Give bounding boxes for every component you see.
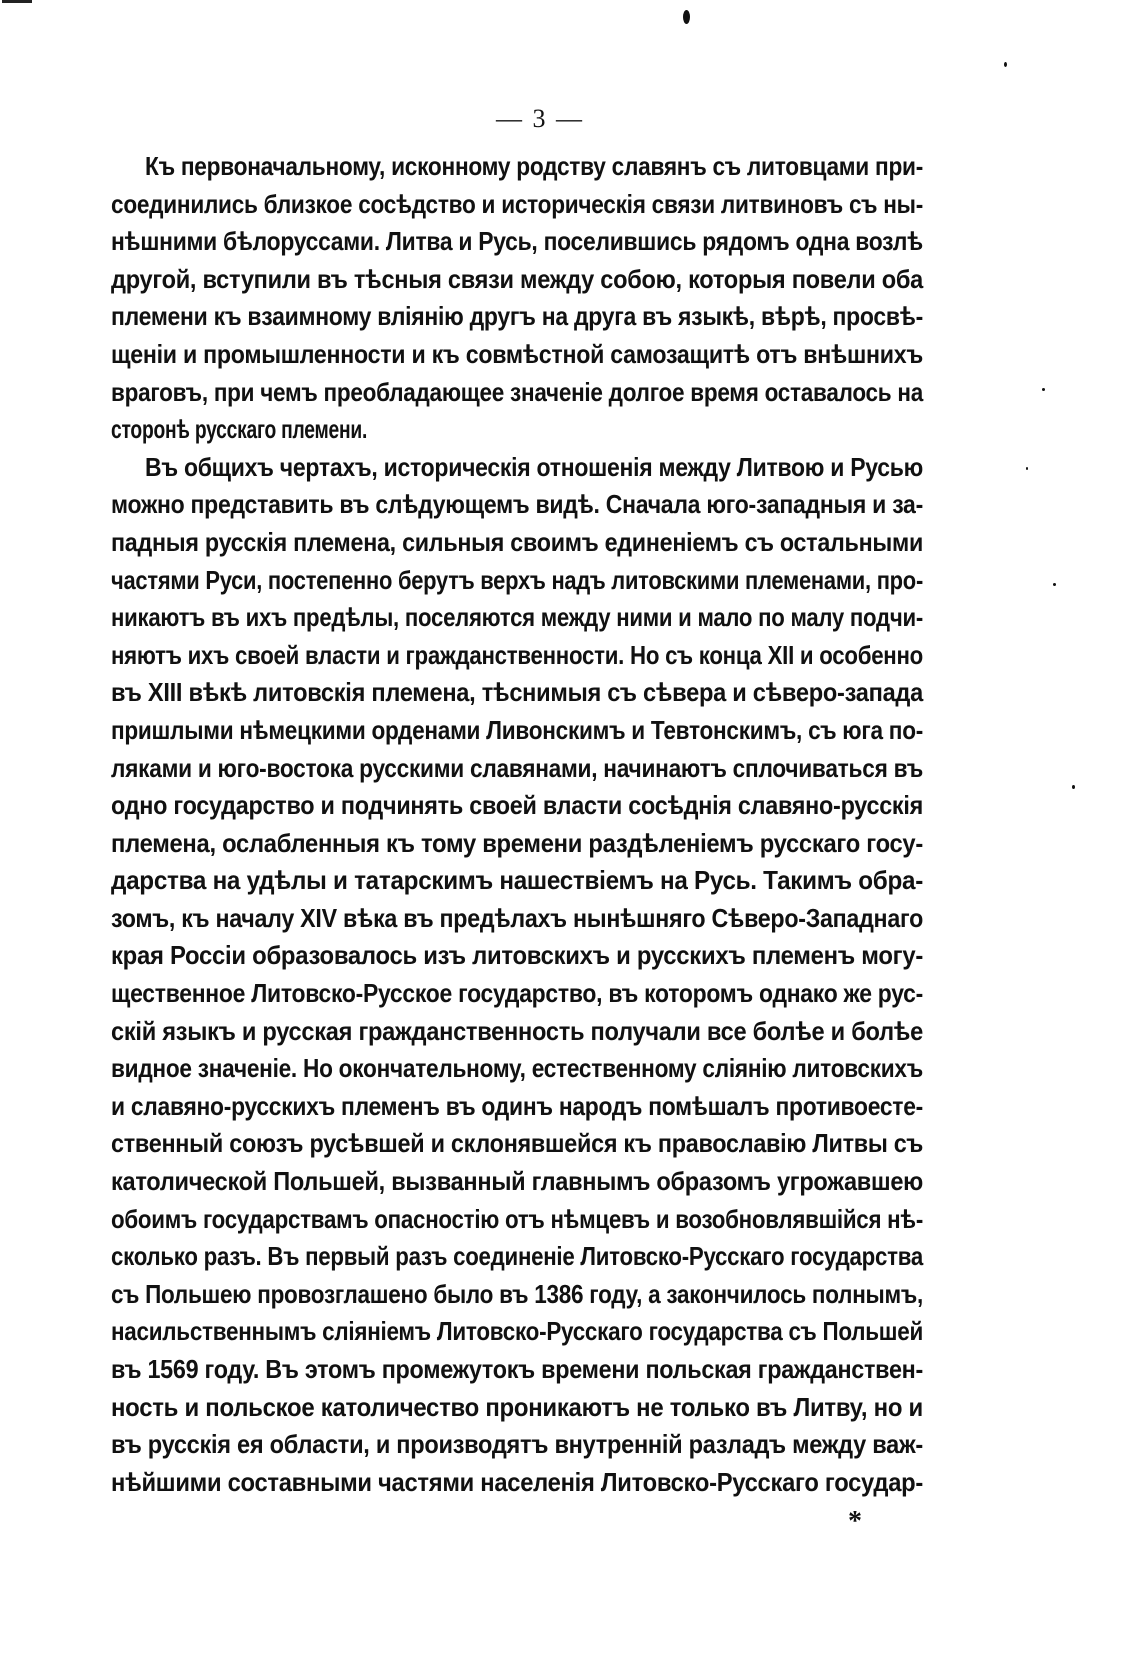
page-number: — 3 —	[496, 104, 584, 133]
paragraph-first-line	[111, 449, 923, 487]
line-text: съ Польшею провозглашено было въ 1386 году, а закончилось полнымъ,	[111, 1278, 923, 1309]
line-text: обоимъ государствамъ опасностію отъ нѣмцевъ и возобновлявшійся нѣ-	[111, 1203, 923, 1234]
line-text: сколько разъ. Въ первый разъ соединеніе Литовско-Русскаго государства	[111, 1241, 923, 1272]
text-line	[111, 1276, 923, 1314]
text-line	[111, 1050, 923, 1088]
ink-speck	[1042, 388, 1045, 391]
line-text: въ XIII вѣкѣ литовскія племена, тѣснимыя съ сѣвера и сѣверо-запада	[111, 677, 923, 708]
text-line	[111, 1389, 923, 1427]
text-line	[111, 1163, 923, 1201]
line-text: зомъ, къ началу XIV вѣка въ предѣлахъ нынѣшняго Сѣверо-Западнаго	[111, 902, 923, 933]
line-text: враговъ, при чемъ преобладающее значеніе долгое время оставалось на	[111, 376, 923, 407]
line-text: ственный союзъ русѣвшей и склонявшейся къ православію Литвы съ	[111, 1128, 923, 1159]
text-line	[111, 637, 923, 675]
text-line	[111, 900, 923, 938]
line-text: нѣйшими составными частями населенія Литовско-Русскаго государ-	[111, 1466, 923, 1497]
text-line	[111, 524, 923, 562]
line-text: можно представить въ слѣдующемъ видѣ. Сначала юго-западныя и за-	[111, 489, 923, 520]
line-text: няютъ ихъ своей власти и гражданственности. Но съ конца XII и особенно	[111, 639, 923, 670]
line-text: соединились близкое сосѣдство и историческія связи литвиновъ съ ны-	[111, 188, 923, 219]
line-text: края Россіи образовалось изъ литовскихъ и русскихъ племенъ могу-	[111, 940, 923, 971]
line-text: и славяно-русскихъ племенъ въ одинъ народъ помѣшалъ противоесте-	[111, 1090, 923, 1121]
text-line	[111, 486, 923, 524]
scan-artifact	[2, 0, 32, 3]
ink-speck	[1053, 583, 1056, 586]
ink-speck	[1026, 467, 1028, 470]
line-text: другой, вступили въ тѣсныя связи между собою, которыя повели оба	[111, 263, 923, 294]
line-text: ляками и юго-востока русскими славянами, начинаютъ сплочиваться въ	[111, 752, 923, 783]
text-line	[111, 374, 923, 412]
line-text: племени къ взаимному вліянію другъ на друга въ языкѣ, вѣрѣ, просвѣ-	[111, 301, 923, 332]
text-line	[111, 562, 923, 600]
paragraph-first-line	[111, 148, 923, 186]
text-line	[111, 825, 923, 863]
text-line	[111, 186, 923, 224]
line-text: сторонѣ русскаго племени.	[111, 414, 368, 445]
text-line	[111, 336, 923, 374]
line-text: ность и польское католичество проникаютъ не только въ Литву, но и	[111, 1391, 923, 1422]
ink-speck	[1072, 785, 1075, 789]
line-text: въ русскія ея области, и производятъ внутренній разладъ между важ-	[111, 1429, 923, 1460]
line-text: католической Польшей, вызванный главнымъ образомъ угрожавшею	[111, 1166, 923, 1197]
text-line	[111, 787, 923, 825]
paragraphs	[111, 148, 923, 1501]
ink-speck	[1004, 62, 1007, 67]
text-line	[111, 750, 923, 788]
text-line	[111, 1013, 923, 1051]
line-text: щеніи и промышленности и къ совмѣстной самозащитѣ отъ внѣшнихъ	[111, 338, 923, 369]
ink-speck	[683, 10, 690, 24]
text-line	[111, 1351, 923, 1389]
text-line	[111, 674, 923, 712]
text-line	[111, 975, 923, 1013]
line-text: скій языкъ и русская гражданственность получали все болѣе и болѣе	[111, 1015, 923, 1046]
line-text: Къ первоначальному, исконному родству славянъ съ литовцами при-	[145, 151, 923, 181]
text-line	[111, 712, 923, 750]
line-text: одно государство и подчинять своей власти сосѣднія славяно-русскія	[111, 790, 923, 821]
line-text: пришлыми нѣмецкими орденами Ливонскимъ и Тевтонскимъ, съ юга по-	[111, 714, 923, 745]
line-text: никаютъ въ ихъ предѣлы, поселяются между ними и мало по малу подчи-	[111, 602, 923, 633]
signature-mark: *	[848, 1506, 862, 1537]
text-line	[111, 223, 923, 261]
line-text: видное значеніе. Но окончательному, естественному слiянiю литовскихъ	[111, 1053, 923, 1084]
line-text: частями Руси, постепенно берутъ верхъ надъ литовскими племенами, про-	[111, 564, 923, 595]
text-line	[111, 298, 923, 336]
text-line	[111, 1238, 923, 1276]
text-line	[111, 599, 923, 637]
line-text: Въ общихъ чертахъ, историческія отношенія между Литвою и Русью	[145, 451, 923, 482]
line-text: насильственнымъ сліяніемъ Литовско-Русскаго государства съ Польшей	[111, 1316, 923, 1347]
body-text	[111, 148, 923, 1501]
text-line	[111, 937, 923, 975]
line-text: въ 1569 году. Въ этомъ промежутокъ времени польская гражданствен-	[111, 1354, 923, 1384]
line-text: нѣшними бѣлоруссами. Литва и Русь, поселившись рядомъ одна возлѣ	[111, 226, 923, 257]
line-text: щественное Литовско-Русское государство, въ которомъ однако же рус-	[111, 978, 923, 1009]
text-line	[111, 1464, 923, 1502]
text-line	[111, 1201, 923, 1239]
text-line	[111, 261, 923, 299]
line-text: падныя русскія племена, сильныя своимъ единеніемъ съ остальными	[111, 526, 923, 557]
text-line	[111, 862, 923, 900]
text-line	[111, 1088, 923, 1126]
text-line	[111, 1125, 923, 1163]
line-text: племена, ослабленныя къ тому времени раздѣленіемъ русскаго госу-	[111, 827, 923, 858]
line-text: дарства на удѣлы и татарскимъ нашествіемъ на Русь. Такимъ обра-	[111, 865, 923, 896]
text-line	[111, 1313, 923, 1351]
text-line	[111, 411, 923, 449]
text-line	[111, 1426, 923, 1464]
